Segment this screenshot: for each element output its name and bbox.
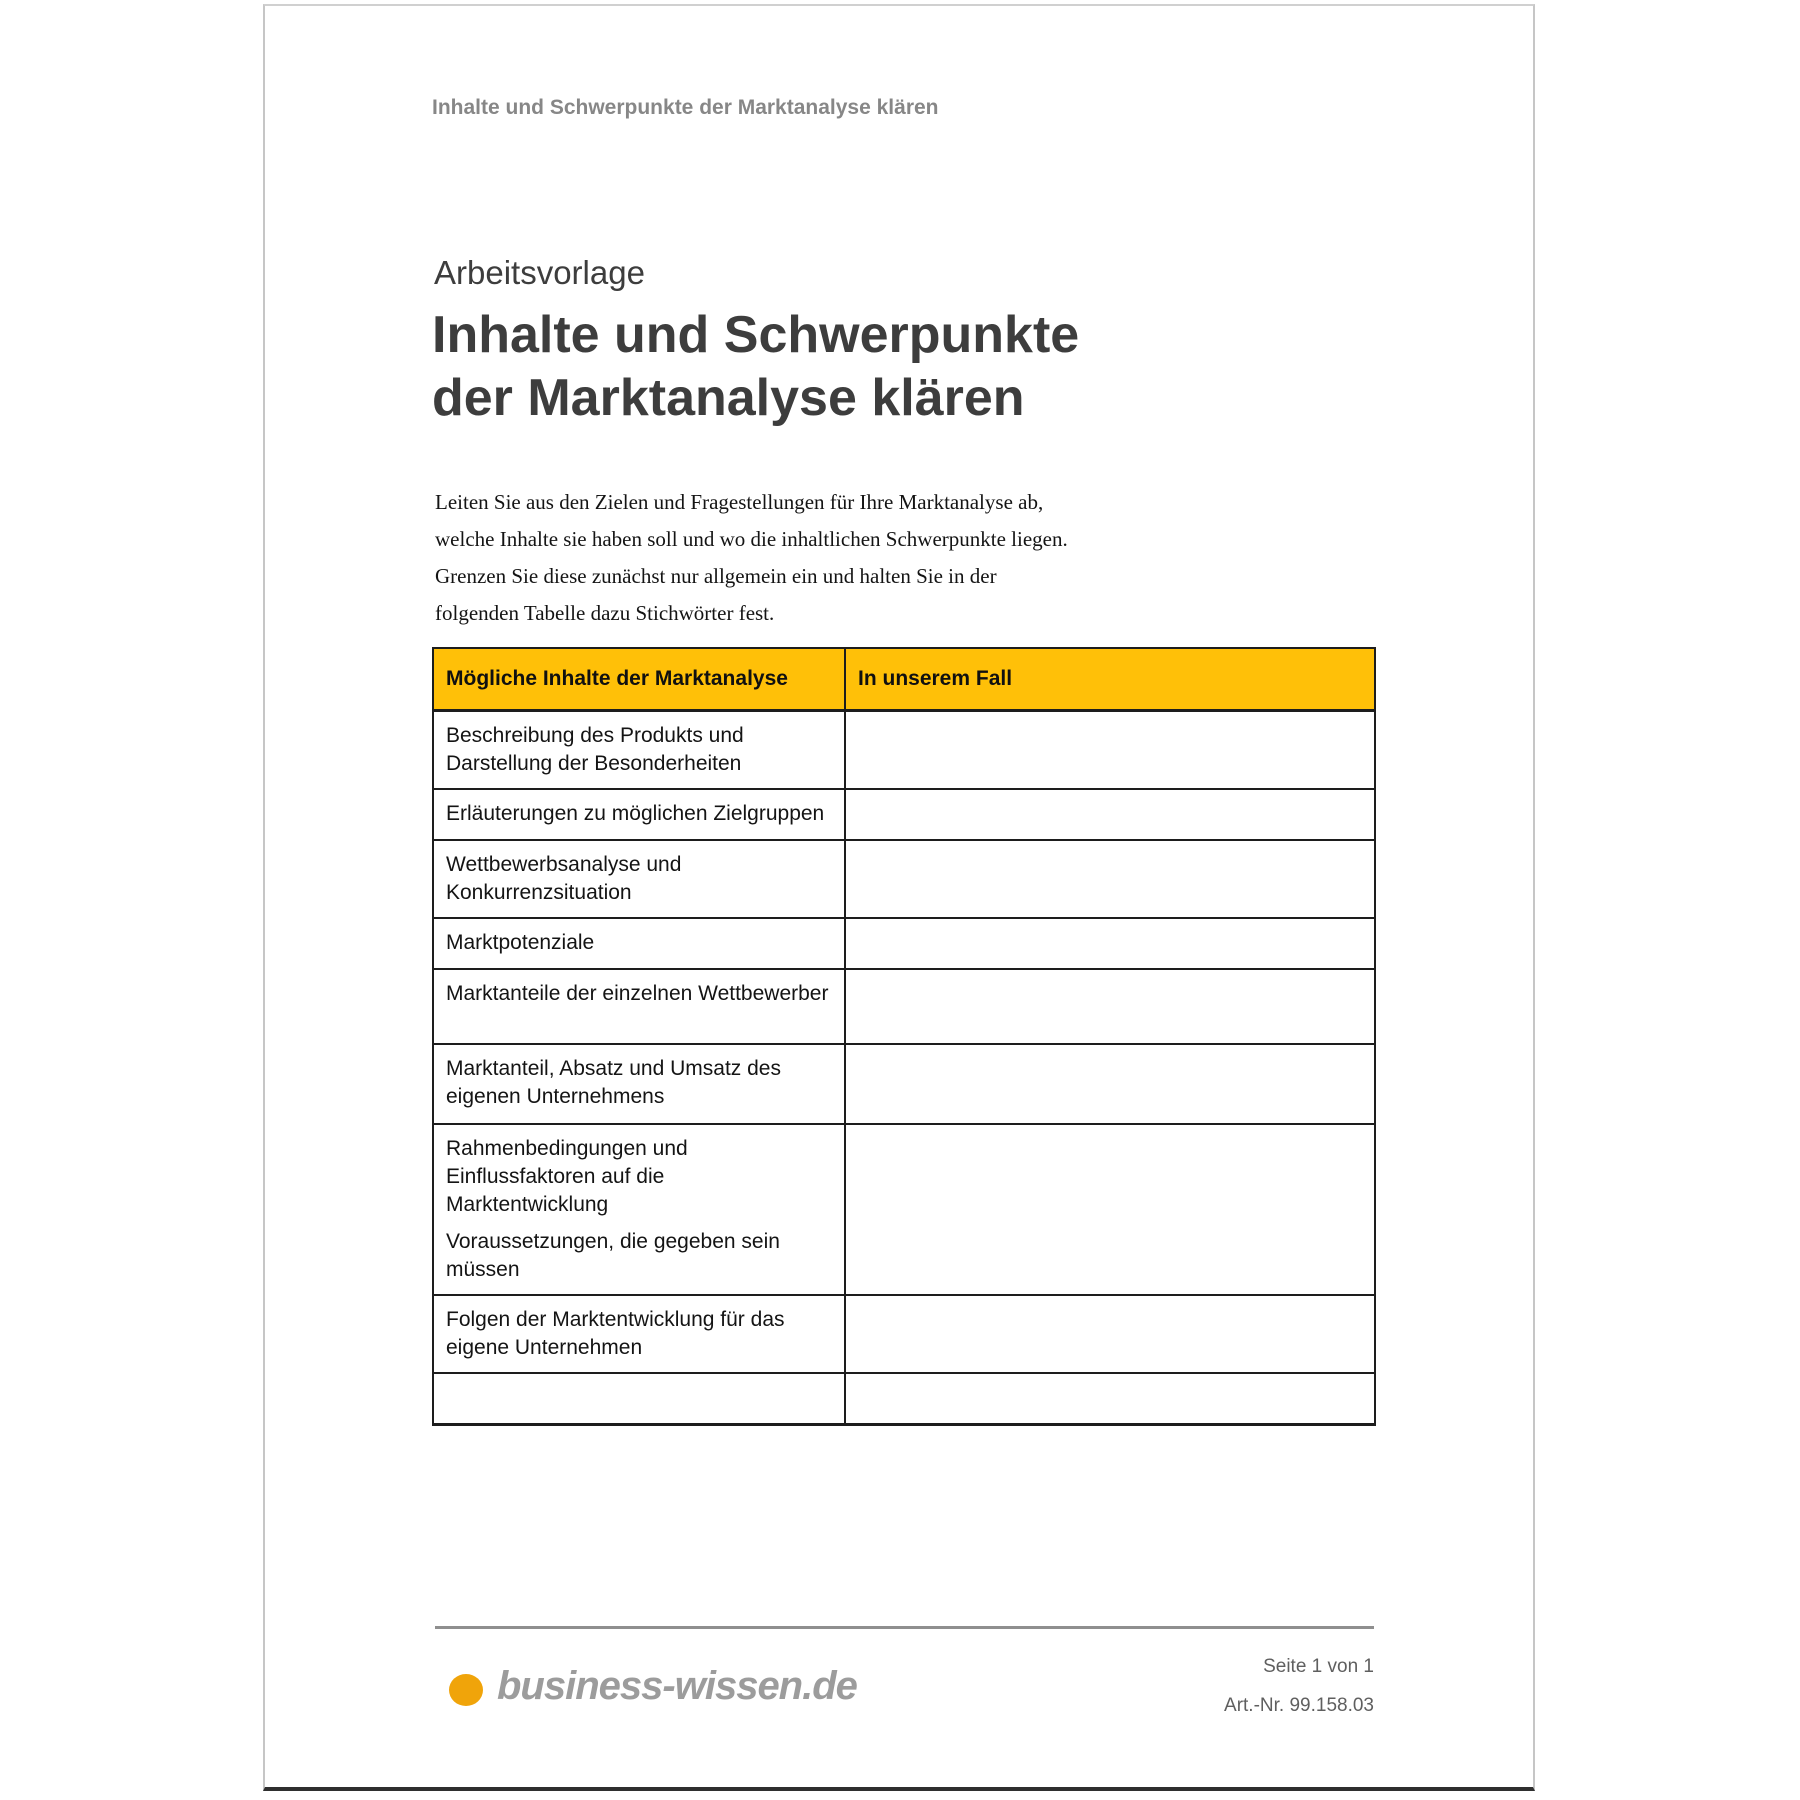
footer-divider: [435, 1626, 1374, 1629]
table-row: [433, 1373, 1375, 1425]
brand-name: business-wissen.de: [497, 1664, 857, 1708]
table-row: [433, 710, 1375, 789]
page-title-line1: Inhalte und Schwerpunkte: [432, 306, 1080, 364]
page-number: Seite 1 von 1: [1263, 1656, 1374, 1677]
table-row: [433, 969, 1375, 1044]
table-header-case: In unserem Fall: [845, 648, 1375, 710]
topic-text-secondary: Voraussetzungen, die gegeben sein müssen: [446, 1229, 780, 1281]
intro-line: welche Inhalte sie haben soll und wo die inhaltlichen Schwerpunkte liegen.: [435, 527, 1068, 551]
topic-cell: Marktanteil, Absatz und Umsatz des eigenen Unternehmens: [433, 1044, 845, 1124]
topic-cell: Marktpotenziale: [433, 918, 845, 969]
content-table: [432, 647, 1376, 1426]
table-row: [433, 1044, 1375, 1124]
table-row: [433, 789, 1375, 840]
topic-cell: Wettbewerbsanalyse und Konkurrenzsituation: [433, 840, 845, 918]
answer-cell[interactable]: [845, 789, 1375, 840]
document-page: [263, 4, 1535, 1791]
answer-cell[interactable]: [845, 1373, 1375, 1425]
article-number: Art.-Nr. 99.158.03: [1224, 1695, 1374, 1716]
document-type-label: Arbeitsvorlage: [434, 254, 645, 291]
answer-cell[interactable]: [845, 918, 1375, 969]
intro-paragraph: [435, 484, 1195, 632]
table-row: [433, 1295, 1375, 1373]
answer-cell[interactable]: [845, 1295, 1375, 1373]
footer-meta: [974, 1647, 1374, 1725]
answer-cell[interactable]: [845, 1044, 1375, 1124]
page-title: [432, 304, 1292, 430]
table-row: [433, 918, 1375, 969]
running-header: Inhalte und Schwerpunkte der Marktanalyse klären: [432, 96, 939, 119]
intro-line: Leiten Sie aus den Zielen und Fragestellungen für Ihre Marktanalyse ab,: [435, 490, 1044, 514]
answer-cell[interactable]: [845, 840, 1375, 918]
table-header-row: [433, 648, 1375, 710]
page-title-line2: der Marktanalyse klären: [432, 369, 1025, 427]
topic-cell: Marktanteile der einzelnen Wettbewerber: [433, 969, 845, 1044]
topic-cell[interactable]: [433, 1373, 845, 1425]
answer-cell[interactable]: [845, 1124, 1375, 1295]
table-header-topic: Mögliche Inhalte der Marktanalyse: [433, 648, 845, 710]
brand-dot-icon: [449, 1674, 483, 1706]
topic-text: Rahmenbedingungen und Einflussfaktoren auf die Marktentwicklung: [446, 1136, 688, 1216]
table-row: [433, 1124, 1375, 1295]
answer-cell[interactable]: [845, 710, 1375, 789]
table-row: [433, 840, 1375, 918]
intro-line: folgenden Tabelle dazu Stichwörter fest.: [435, 601, 775, 625]
intro-line: Grenzen Sie diese zunächst nur allgemein ein und halten Sie in der: [435, 564, 997, 588]
answer-cell[interactable]: [845, 969, 1375, 1044]
topic-cell: Erläuterungen zu möglichen Zielgruppen: [433, 789, 845, 840]
topic-cell: Folgen der Marktentwicklung für das eigene Unternehmen: [433, 1295, 845, 1373]
topic-cell: [433, 1124, 845, 1295]
topic-cell: Beschreibung des Produkts und Darstellung der Besonderheiten: [433, 710, 845, 789]
